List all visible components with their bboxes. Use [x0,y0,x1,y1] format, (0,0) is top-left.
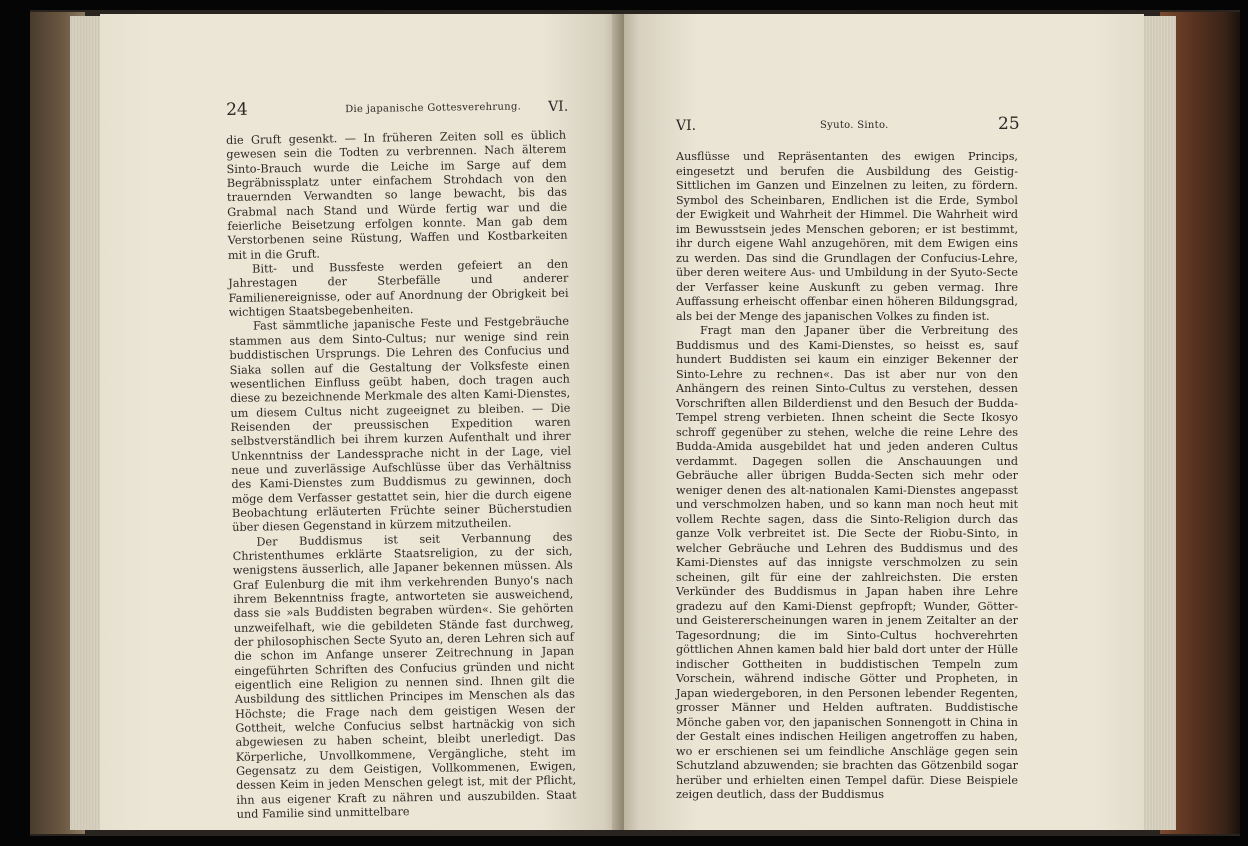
page-number: 24 [225,99,248,121]
right-page-header [624,114,1144,138]
paragraph: Fragt man den Japaner über die Verbreitung des Buddismus und des Kami-Dienstes, so heisst es, sauf hundert Buddisten sei kaum ein einziger Bekenner der Sinto-Lehre zu rechnen«. Das ist aber nur von den Anhängern des reinen Sinto-Cultus zu verstehen, dessen Vorschriften allen Bilderdienst und den Besuch der Budda-Tempel streng verbieten. Ihnen scheint die Secte Ikosyo schroff gegenüber zu stehen, welche die reine Lehre des Budda-Amida ausgebildet hat und jeden anderen Cultus verdammt. Dagegen sollen die Anschauungen und Gebräuche aller übrigen Budda-Secten sich mehr oder weniger denen des alt-nationalen Kami-Dienstes angepasst und verschmolzen haben, und so kann man noch heut mit vollem Rechte sagen, dass die Sinto-Religion durch das ganze Volk verbreitet ist. Die Secte der Riobu-Sinto, in welcher Gebräuche und Lehren des Buddismus und des Kami-Dienstes auf das innigste verschmolzen zu sein scheinen, gilt für eine der zahlreichsten. Die ersten Verkünder des Buddismus in Japan haben ihre Lehre gradezu auf den Kami-Dienst gepfropft; Wunder, Götter- und Geistererscheinungen waren in jenem Zeitalter an der Tagesordnung; die im Sinto-Cultus hochverehrten göttlichen Ahnen kamen bald hier bald dort unter der Hülle indischer Gottheiten in buddistischen Tempeln zum Vorschein, während indische Götter und Propheten, in Japan wiedergeboren, in den Personen lebender Regenten, grosser Männer und Helden auftraten. Buddistische Mönche gaben vor, den japanischen Sonnengott in China in der Gestalt eines indischen Heiligen angetroffen zu haben, wo er erschienen sei um feindliche Anschläge gegen sein Schutzland abzuwenden; sie brachten das Götzenbild sogar herüber und erhielten einen Tempel dafür. Diese Beispiele zeigen deutlich, dass der Buddismus [676,324,1018,801]
chapter-number: VI. [548,98,569,115]
right-page-text [676,150,1018,803]
running-head: Syuto. Sinto. [820,120,889,131]
paragraph: Fast sämmtliche japanische Feste und Festgebräuche stammen aus dem Sinto-Cultus; nur wenige sind rein buddistischen Ursprungs. Die Lehren des Confucius und Siaka sollen auf die Gestaltung der Volksfeste einen wesentlichen Einfluss geübt haben, doch tragen auch diese zu bezeichnende Merkmale des alten Kami-Dienstes, um diesem Cultus nicht zugeeignet zu bleiben. — Die Reisenden der preussischen Expedition waren selbstverständlich bei ihrem kurzen Aufenthalt und ihrer Unkenntniss der Landessprache nicht in der Lage, viel neue und zuverlässige Aufschlüsse über das Verhältniss des Kami-Dienstes zum Buddismus zu gewinnen, doch möge dem Verfasser gestattet sein, hier die durch eigene Beobachtung erläuterten Früchte seiner Bücherstudien über diesen Gegenstand in kürzem mitzutheilen. [229,315,573,535]
paragraph: Bitt- und Bussfeste werden gefeiert an den Jahrestagen der Sterbefälle und anderer Familienereignisse, oder auf Anordnung der Obrigkeit bei wichtigen Staatsbegebenheiten. [228,257,569,320]
left-page [100,14,620,830]
paragraph: Ausflüsse und Repräsentanten des ewigen Princips, eingesetzt und berufen die Ausbildung des Geistig-Sittlichen im Ganzen und Einzelnen zu leiten, zu fördern. Symbol des Scheinbaren, Endlichen ist die Erde, Symbol der Ewigkeit und Wahrheit der Himmel. Die Wahrheit wird im Bewusstsein jedes Menschen geboren; er ist bestimmt, ihr durch eigene Wahl anzugehören, mit dem Ewigen eins zu werden. Das sind die Grundlagen der Confucius-Lehre, über deren weitere Aus- und Umbildung in der Syuto-Secte der Verfasser keine Auskunft zu geben vermag. Ihre Auffassung erheischt offenbar einen höheren Bildungsgrad, als bei der Menge des japanischen Volkes zu finden ist. [676,150,1018,323]
page-number: 25 [998,114,1020,134]
right-page [624,14,1144,830]
running-head: Die japanische Gottesverehrung. [345,101,522,116]
page-edges-right [1140,16,1176,830]
left-page-header [100,94,620,126]
left-page-text [226,129,577,823]
paragraph: die Gruft gesenkt. — In früheren Zeiten soll es üblich gewesen sein die Todten zu verbrennen. Nach älterem Sinto-Brauch wurde die Leiche im Sarge auf dem Begräbnissplatz unter einfachem Strohdach von den trauernden Verwandten so lange bewacht, bis das Grabmal nach Stand und Würde fertig war und die feierliche Beisetzung erfolgen konnte. Man gab dem Verstorbenen seine Rüstung, Waffen und Kostbarkeiten mit in die Gruft. [226,128,568,262]
chapter-number: VI. [676,118,697,134]
paragraph: Der Buddismus ist seit Verbannung des Christenthumes erklärte Staatsreligion, zu der sich, wenigstens äusserlich, alle Japaner bekennen müssen. Als Graf Eulenburg die mit ihm verkehrenden Bunyo's nach ihrem Bekenntniss fragte, antworteten sie ausweichend, dass sie »als Buddisten begraben würden«. Sie gehörten unzweifelhaft, wie die gebildeten Stände fast durchweg, der philosophischen Secte Syuto an, deren Lehren sich auf die schon im Anfange unserer Zeitrechnung in Japan eingeführten Schriften des Confucius gründen und nicht eigentlich eine Religion zu nennen sind. Ihnen gilt die Ausbildung des sittlichen Principes im Menschen als das Höchste; die Frage nach dem geistigen Wesen der Gottheit, welche Confucius selbst hartnäckig von sich abgewiesen zu haben scheint, bleibt unerledigt. Das Körperliche, Unvollkommene, Vergängliche, steht im Gegensatz zu dem Geistigen, Vollkommenen, Ewigen, dessen Keim in jeden Menschen gelegt ist, mit der Pflicht, ihn aus eigener Kraft zu nähren und auszubilden. Staat und Familie sind unmittelbare [232,530,577,822]
